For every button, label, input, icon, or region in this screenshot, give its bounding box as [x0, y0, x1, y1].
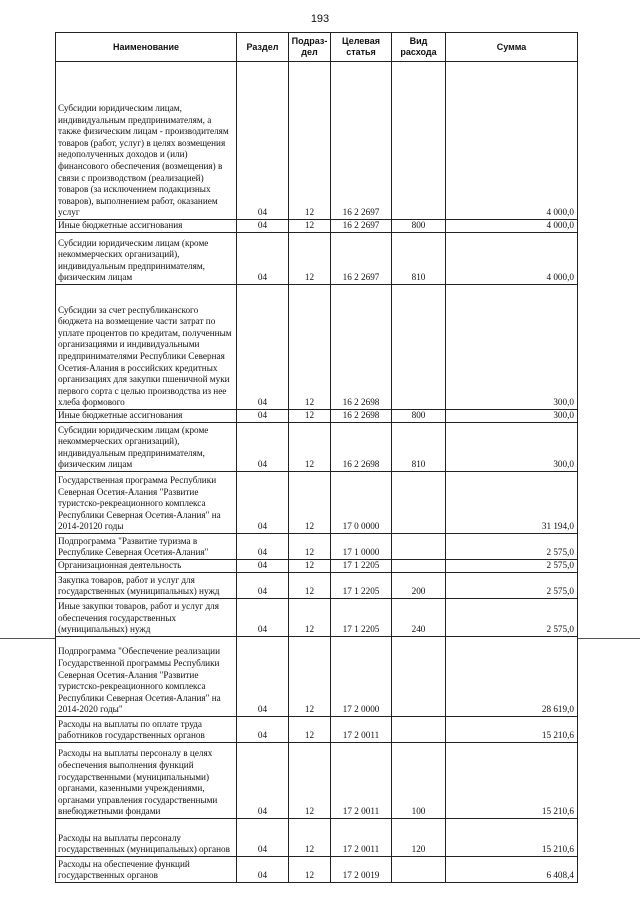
cell-amount: 2 575,0 [446, 534, 578, 560]
cell-subsection: 12 [289, 717, 331, 743]
cell-amount: 15 210,6 [446, 743, 578, 819]
table-row [56, 819, 578, 857]
cell-target: 17 0 0000 [331, 472, 392, 534]
cell-type [392, 472, 446, 534]
cell-name: Государственная программа Республики Северная Осетия-Алания "Развитие туристско-рекреационного комплекса Республики Северная Осетия-Алания" на 2014-20120 годы [56, 472, 237, 534]
cell-subsection: 12 [289, 472, 331, 534]
cell-target: 17 2 0011 [331, 717, 392, 743]
cell-subsection: 12 [289, 534, 331, 560]
table-row [56, 220, 578, 233]
cell-target: 16 2 2697 [331, 233, 392, 285]
cell-amount: 28 619,0 [446, 637, 578, 717]
cell-amount: 4 000,0 [446, 233, 578, 285]
cell-subsection: 12 [289, 423, 331, 472]
cell-amount: 300,0 [446, 423, 578, 472]
cell-amount: 300,0 [446, 410, 578, 423]
cell-section: 04 [237, 743, 289, 819]
cell-name: Иные бюджетные ассигнования [56, 220, 237, 233]
cell-section: 04 [237, 62, 289, 220]
cell-section: 04 [237, 560, 289, 573]
table-row [56, 857, 578, 883]
header-name: Наименование [56, 33, 237, 62]
cell-section: 04 [237, 285, 289, 410]
cell-name: Расходы на выплаты персоналу государственных (муниципальных) органов [56, 819, 237, 857]
scan-cut-line-left [0, 638, 56, 639]
cell-name: Субсидии юридическим лицам, индивидуальным предпринимателям, а также физическим лицам - производителям товаров (работ, услуг) в целях возмещения недополученных доходов и (или) финансового обеспечения (возмещения) в связи с производством (реализацией) товаров (за исключением подакцизных товаров), выполнением работ, оказанием услуг [56, 62, 237, 220]
cell-subsection: 12 [289, 285, 331, 410]
cell-amount: 2 575,0 [446, 560, 578, 573]
header-subsection: Подраз- дел [289, 33, 331, 62]
cell-subsection: 12 [289, 560, 331, 573]
table-row [56, 599, 578, 637]
cell-name: Подпрограмма "Развитие туризма в Республике Северная Осетия-Алания" [56, 534, 237, 560]
table-row [56, 743, 578, 819]
cell-target: 16 2 2698 [331, 410, 392, 423]
cell-target: 17 2 0011 [331, 819, 392, 857]
cell-subsection: 12 [289, 62, 331, 220]
cell-subsection: 12 [289, 220, 331, 233]
cell-amount: 4 000,0 [446, 62, 578, 220]
cell-subsection: 12 [289, 857, 331, 883]
cell-name: Расходы на выплаты персоналу в целях обеспечения выполнения функций государственными (муниципальными) органами, казенными учреждениями, органами управления государственными внебюджетными фондами [56, 743, 237, 819]
cell-type: 800 [392, 220, 446, 233]
cell-amount: 15 210,6 [446, 717, 578, 743]
cell-section: 04 [237, 819, 289, 857]
table-row [56, 62, 578, 220]
table-row [56, 573, 578, 599]
scan-cut-line-right [578, 638, 640, 639]
cell-subsection: 12 [289, 599, 331, 637]
budget-table [55, 32, 578, 883]
cell-target: 16 2 2698 [331, 285, 392, 410]
cell-amount: 2 575,0 [446, 599, 578, 637]
cell-type [392, 285, 446, 410]
header-type: Вид расхода [392, 33, 446, 62]
cell-type [392, 534, 446, 560]
cell-name: Расходы на обеспечение функций государственных органов [56, 857, 237, 883]
cell-section: 04 [237, 599, 289, 637]
cell-target: 16 2 2698 [331, 423, 392, 472]
table-header-row [56, 33, 578, 62]
cell-name: Субсидии юридическим лицам (кроме некоммерческих организаций), индивидуальным предпринимателям, физическим лицам [56, 423, 237, 472]
table-row [56, 472, 578, 534]
cell-type [392, 857, 446, 883]
table-row [56, 285, 578, 410]
cell-subsection: 12 [289, 410, 331, 423]
cell-section: 04 [237, 857, 289, 883]
header-section: Раздел [237, 33, 289, 62]
cell-section: 04 [237, 410, 289, 423]
cell-amount: 6 408,4 [446, 857, 578, 883]
cell-amount: 4 000,0 [446, 220, 578, 233]
header-amount: Сумма [446, 33, 578, 62]
cell-target: 17 2 0019 [331, 857, 392, 883]
cell-amount: 2 575,0 [446, 573, 578, 599]
cell-target: 16 2 2697 [331, 220, 392, 233]
table-row [56, 717, 578, 743]
table-row [56, 637, 578, 717]
cell-type: 810 [392, 423, 446, 472]
cell-subsection: 12 [289, 233, 331, 285]
cell-section: 04 [237, 423, 289, 472]
cell-section: 04 [237, 220, 289, 233]
cell-amount: 300,0 [446, 285, 578, 410]
cell-name: Закупка товаров, работ и услуг для государственных (муниципальных) нужд [56, 573, 237, 599]
cell-type: 800 [392, 410, 446, 423]
cell-type [392, 62, 446, 220]
cell-subsection: 12 [289, 819, 331, 857]
cell-type [392, 637, 446, 717]
cell-name: Иные закупки товаров, работ и услуг для обеспечения государственных (муниципальных) нужд [56, 599, 237, 637]
page-number: 193 [310, 13, 330, 25]
cell-target: 17 1 0000 [331, 534, 392, 560]
cell-name: Расходы на выплаты по оплате труда работников государственных органов [56, 717, 237, 743]
cell-section: 04 [237, 573, 289, 599]
cell-name: Организационная деятельность [56, 560, 237, 573]
cell-target: 16 2 2697 [331, 62, 392, 220]
cell-subsection: 12 [289, 573, 331, 599]
cell-section: 04 [237, 534, 289, 560]
cell-name: Субсидии за счет республиканского бюджета на возмещение части затрат по уплате процентов по кредитам, полученным организациями и индивидуальными предпринимателями Республики Северная Осетия-Алания в российских кредитных организациях для закупки пшеничной муки первого сорта с целью производства из нее хлеба формового [56, 285, 237, 410]
cell-section: 04 [237, 637, 289, 717]
cell-type: 810 [392, 233, 446, 285]
cell-target: 17 1 2205 [331, 599, 392, 637]
cell-type: 120 [392, 819, 446, 857]
table-row [56, 534, 578, 560]
cell-type: 200 [392, 573, 446, 599]
cell-name: Подпрограмма "Обеспечение реализации Государственной программы Республики Северная Осетия-Алания "Развитие туристско-рекреационного комплекса Республики Северная Осетия-Алания" на 2014-2020 годы" [56, 637, 237, 717]
table-row [56, 410, 578, 423]
cell-type: 100 [392, 743, 446, 819]
table-row [56, 560, 578, 573]
cell-name: Иные бюджетные ассигнования [56, 410, 237, 423]
cell-target: 17 2 0011 [331, 743, 392, 819]
header-target: Целевая статья [331, 33, 392, 62]
cell-section: 04 [237, 472, 289, 534]
table-row [56, 233, 578, 285]
cell-subsection: 12 [289, 743, 331, 819]
cell-amount: 31 194,0 [446, 472, 578, 534]
cell-amount: 15 210,6 [446, 819, 578, 857]
cell-type [392, 717, 446, 743]
cell-section: 04 [237, 717, 289, 743]
cell-subsection: 12 [289, 637, 331, 717]
cell-type: 240 [392, 599, 446, 637]
table-row [56, 423, 578, 472]
cell-target: 17 1 2205 [331, 573, 392, 599]
cell-type [392, 560, 446, 573]
cell-name: Субсидии юридическим лицам (кроме некоммерческих организаций), индивидуальным предпринимателям, физическим лицам [56, 233, 237, 285]
cell-section: 04 [237, 233, 289, 285]
cell-target: 17 2 0000 [331, 637, 392, 717]
cell-target: 17 1 2205 [331, 560, 392, 573]
